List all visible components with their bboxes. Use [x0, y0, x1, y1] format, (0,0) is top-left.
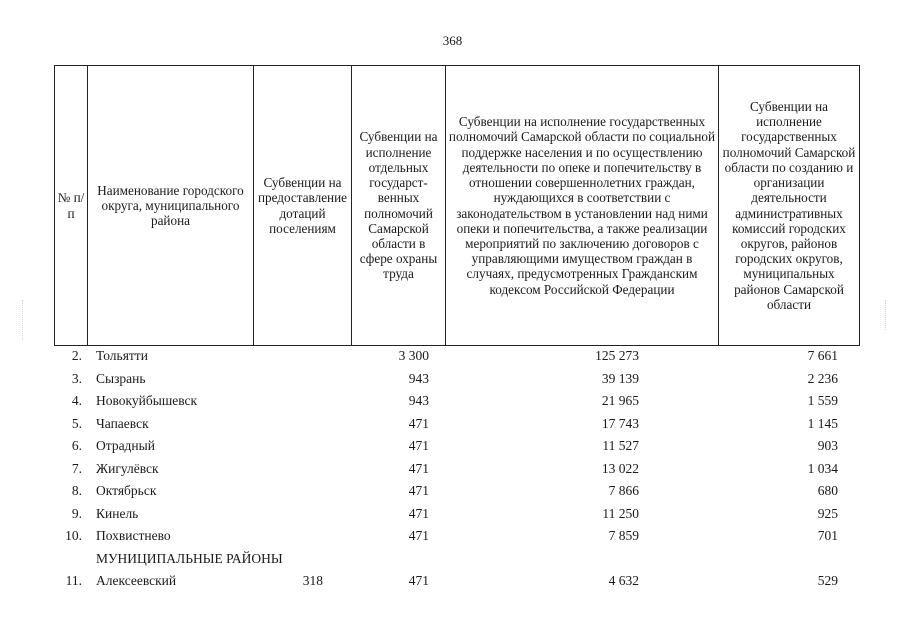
value-col3: 11 527	[602, 438, 639, 453]
value-col4: 2 236	[807, 370, 838, 386]
header-col3: Субвенции на исполнение государственных полномочий Самарской области по социальной поддержке населения и по осуществлению деятельности по опеке и попечительству в отношении совершеннолетних граждан, нуждающихся в соответствии с законодательством в установлении над ними опеки и попечительства, а также реализации мероприятий по заключению договоров с управляющими имуществом граждан в случаях, предусмотренных Гражданским кодексом Российской Федерации	[446, 66, 719, 346]
row-number: 4.	[71, 393, 82, 408]
district-name: Тольятти	[96, 348, 148, 363]
value-col3: 7 866	[608, 483, 639, 498]
value-col2: 471	[408, 528, 429, 543]
margin-mark	[885, 300, 886, 330]
value-col2: 471	[408, 505, 429, 521]
district-name: Похвистнево	[96, 528, 171, 543]
district-name: Новокуйбышевск	[96, 393, 198, 408]
table-row	[0, 480, 905, 503]
value-col3: 7 859	[608, 528, 639, 543]
district-name: Отрадный	[96, 438, 155, 453]
section-row	[0, 548, 905, 571]
table-row	[0, 368, 905, 391]
value-col4: 7 661	[807, 348, 838, 363]
table-row	[0, 525, 905, 548]
table-row	[0, 435, 905, 458]
table-header	[54, 65, 860, 346]
value-col2: 471	[408, 573, 429, 588]
value-col4: 1 559	[807, 393, 838, 408]
table-row	[0, 458, 905, 481]
value-col4: 680	[817, 483, 838, 498]
row-number: 5.	[71, 415, 82, 431]
value-col3: 17 743	[601, 415, 639, 431]
value-col2: 943	[408, 370, 429, 386]
section-title: МУНИЦИПАЛЬНЫЕ РАЙОНЫ	[96, 550, 283, 566]
row-number: 2.	[71, 348, 82, 363]
table-row	[0, 345, 905, 368]
header-col2: Субвенции на исполнение отдельных государст-венных полномочий Самарской области в сфере охраны труда	[352, 66, 446, 346]
table-row	[0, 390, 905, 413]
value-col2: 3 300	[398, 348, 429, 363]
table-row	[0, 503, 905, 526]
row-number: 11.	[65, 573, 82, 588]
value-col4: 903	[817, 438, 838, 453]
table-body	[0, 345, 905, 593]
value-col2: 943	[408, 393, 429, 408]
margin-mark	[22, 300, 23, 340]
value-col3: 13 022	[601, 460, 639, 476]
value-col3: 4 632	[608, 573, 639, 588]
table-row	[0, 570, 905, 593]
district-name: Сызрань	[96, 370, 146, 386]
value-col2: 471	[408, 415, 429, 431]
value-col3: 39 139	[601, 370, 639, 386]
value-col4: 701	[817, 528, 838, 543]
row-number: 10.	[65, 528, 82, 543]
value-col4: 1 145	[807, 415, 838, 431]
row-number: 8.	[71, 483, 82, 498]
district-name: Кинель	[96, 505, 139, 521]
value-col4: 1 034	[807, 460, 838, 476]
value-col4: 529	[817, 573, 838, 588]
value-col1: 318	[302, 573, 323, 588]
header-name: Наименование городского округа, муниципального района	[88, 66, 254, 346]
district-name: Октябрьск	[96, 483, 157, 498]
district-name: Чапаевск	[96, 415, 149, 431]
header-col4: Субвенции на исполнение государственных полномочий Самарской области по созданию и организации деятельности административных комиссий городских округов, районов городских округов, муниципальных районов Самарской области	[719, 66, 860, 346]
table-row	[0, 413, 905, 436]
row-number: 9.	[71, 505, 82, 521]
value-col3: 125 273	[595, 348, 639, 363]
value-col4: 925	[817, 505, 838, 521]
header-col1: Субвенции на предоставление дотаций поселениям	[254, 66, 352, 346]
row-number: 6.	[71, 438, 82, 453]
row-number: 7.	[71, 460, 82, 476]
value-col2: 471	[408, 460, 429, 476]
value-col3: 21 965	[601, 393, 639, 408]
page-number: 368	[442, 33, 463, 48]
value-col3: 11 250	[602, 505, 639, 521]
district-name: Алексеевский	[96, 573, 177, 588]
district-name: Жигулёвск	[96, 460, 159, 476]
row-number: 3.	[71, 370, 82, 386]
value-col2: 471	[408, 438, 429, 453]
value-col2: 471	[408, 483, 429, 498]
header-number: № п/п	[55, 66, 88, 346]
